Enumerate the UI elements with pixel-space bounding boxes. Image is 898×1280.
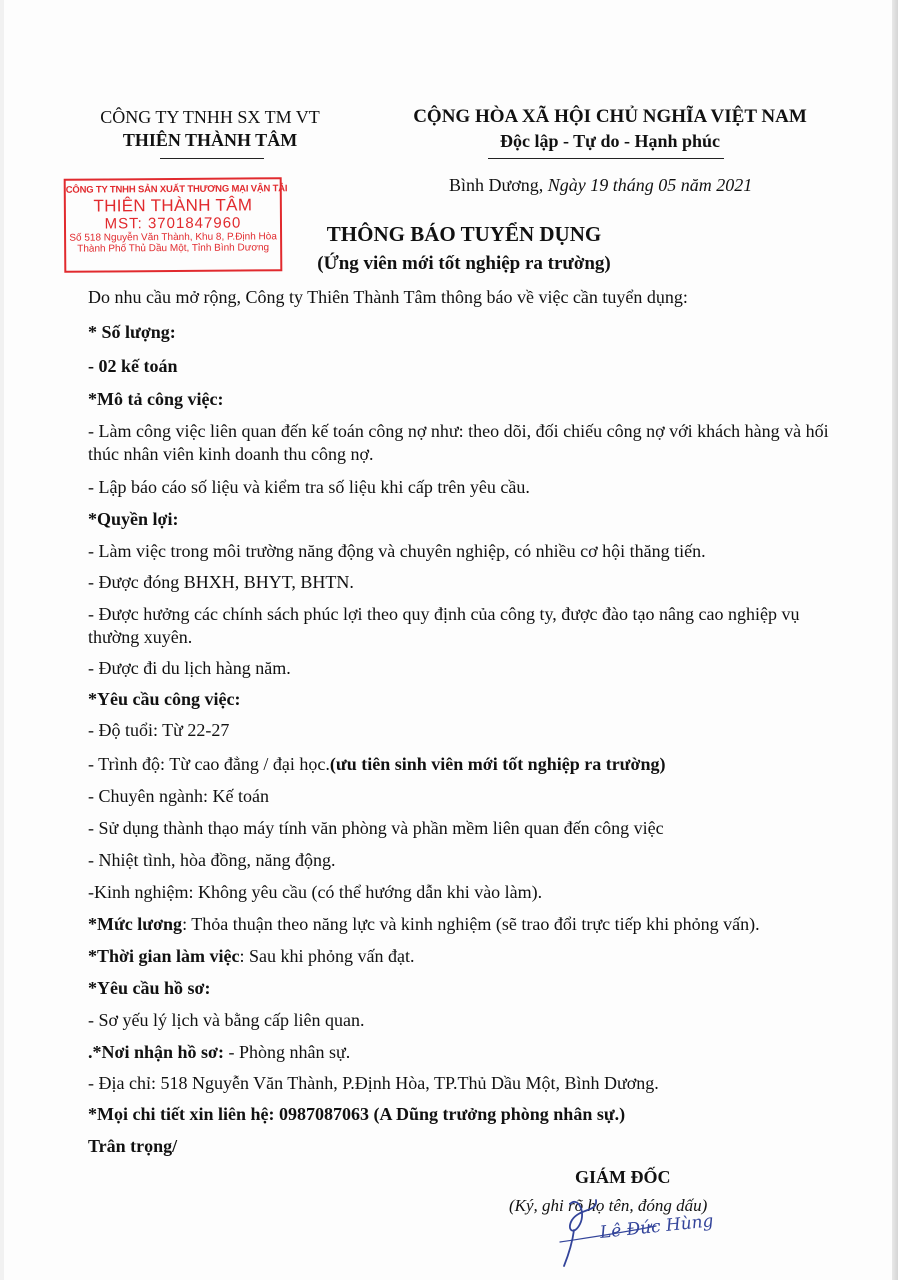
signature-note: (Ký, ghi rõ họ tên, đóng dấu) — [509, 1196, 708, 1215]
stamp-tax-code: MST: 3701847960 — [104, 214, 242, 233]
benefits-heading: *Quyền lợi: — [88, 509, 179, 529]
quantity-heading: * Số lượng: — [88, 322, 176, 342]
receive-text: - Phòng nhân sự. — [223, 1042, 351, 1062]
requirement-education — [88, 754, 665, 775]
stamp-address-2: Thành Phố Thủ Dầu Một, Tỉnh Bình Dương — [77, 242, 270, 255]
documents-heading: *Yêu cầu hồ sơ: — [88, 978, 211, 998]
closing-line: Trân trọng/ — [88, 1136, 178, 1156]
date-line — [449, 175, 752, 196]
requirement-attitude: - Nhiệt tình, hòa đồng, năng động. — [88, 850, 336, 870]
job-heading: *Mô tả công việc: — [88, 389, 224, 409]
receive-line — [88, 1042, 350, 1063]
stamp-address-1: Số 518 Nguyễn Văn Thành, Khu 8, P.Định Hòa — [69, 231, 277, 244]
worktime-text: : Sau khi phỏng vấn đạt. — [239, 946, 415, 966]
requirements-heading: *Yêu cầu công việc: — [88, 689, 241, 709]
job-item-1: - Làm công việc liên quan đến kế toán công nợ như: theo dõi, đối chiếu công nợ với khách hàng và hối thúc nhân viên kinh doanh thu công nợ. — [88, 421, 829, 464]
intro-text: Do nhu cầu mở rộng, Công ty Thiên Thành Tâm thông báo về việc cần tuyển dụng: — [88, 287, 688, 307]
director-title: GIÁM ĐỐC — [575, 1167, 671, 1187]
page-right-edge — [892, 0, 898, 1280]
requirement-major: - Chuyên ngành: Kế toán — [88, 786, 269, 806]
date-text: Ngày 19 tháng 05 năm 2021 — [547, 175, 753, 195]
company-brand: THIÊN THÀNH TÂM — [122, 130, 298, 150]
education-text: - Trình độ: Từ cao đẳng / đại học. — [88, 754, 330, 774]
receive-label: .*Nơi nhận hồ sơ: — [88, 1042, 224, 1062]
stamp-company-name: THIÊN THÀNH TÂM — [93, 195, 253, 216]
company-name: CÔNG TY TNHH SX TM VT — [100, 107, 320, 127]
company-underline — [160, 158, 264, 159]
requirement-experience: -Kinh nghiệm: Không yêu cầu (có thể hướng dẫn khi vào làm). — [88, 882, 543, 902]
benefit-item-4: - Được đi du lịch hàng năm. — [88, 658, 291, 678]
education-priority: (ưu tiên sinh viên mới tốt nghiệp ra trường) — [329, 754, 666, 774]
benefit-item-3: - Được hưởng các chính sách phúc lợi theo quy định của công ty, được đào tạo nâng cao nghiệp vụ thường xuyên. — [88, 604, 800, 647]
worktime-label: *Thời gian làm việc — [88, 946, 240, 966]
date-place: Bình Dương, — [449, 175, 548, 195]
national-motto: Độc lập - Tự do - Hạnh phúc — [499, 131, 721, 151]
salary-label: *Mức lương — [88, 914, 183, 934]
notice-subtitle: (Ứng viên mới tốt nghiệp ra trường) — [317, 253, 611, 274]
requirement-computer: - Sử dụng thành thạo máy tính văn phòng và phần mềm liên quan đến công việc — [88, 818, 664, 838]
benefit-item-2: - Được đóng BHXH, BHYT, BHTN. — [88, 572, 354, 592]
address-line: - Địa chỉ: 518 Nguyễn Văn Thành, P.Định Hòa, TP.Thủ Dầu Một, Bình Dương. — [88, 1073, 659, 1093]
worktime-line — [88, 946, 414, 967]
requirement-age: - Độ tuổi: Từ 22-27 — [88, 720, 230, 740]
page-left-edge — [0, 0, 4, 1280]
notice-title: THÔNG BÁO TUYỂN DỤNG — [326, 222, 602, 246]
motto-underline — [488, 158, 724, 159]
stamp-company-type: CÔNG TY TNHH SẢN XUẤT THƯƠNG MẠI VẬN TẢI — [65, 183, 288, 196]
signer-name: Lê Đức Hùng — [598, 1211, 715, 1243]
salary-line — [88, 914, 760, 935]
job-item-2: - Lập báo cáo số liệu và kiểm tra số liệu khi cấp trên yêu cầu. — [88, 477, 530, 497]
salary-text: : Thỏa thuận theo năng lực và kinh nghiệm (sẽ trao đổi trực tiếp khi phỏng vấn). — [182, 914, 760, 934]
documents-item-1: - Sơ yếu lý lịch và bằng cấp liên quan. — [88, 1010, 365, 1030]
benefit-item-1: - Làm việc trong môi trường năng động và chuyên nghiệp, có nhiều cơ hội thăng tiến. — [88, 541, 706, 561]
quantity-value: - 02 kế toán — [88, 356, 178, 376]
contact-line: *Mọi chi tiết xin liên hệ: 0987087063 (A Dũng trưởng phòng nhân sự.) — [88, 1104, 626, 1124]
national-title: CỘNG HÒA XÃ HỘI CHỦ NGHĨA VIỆT NAM — [413, 106, 807, 127]
